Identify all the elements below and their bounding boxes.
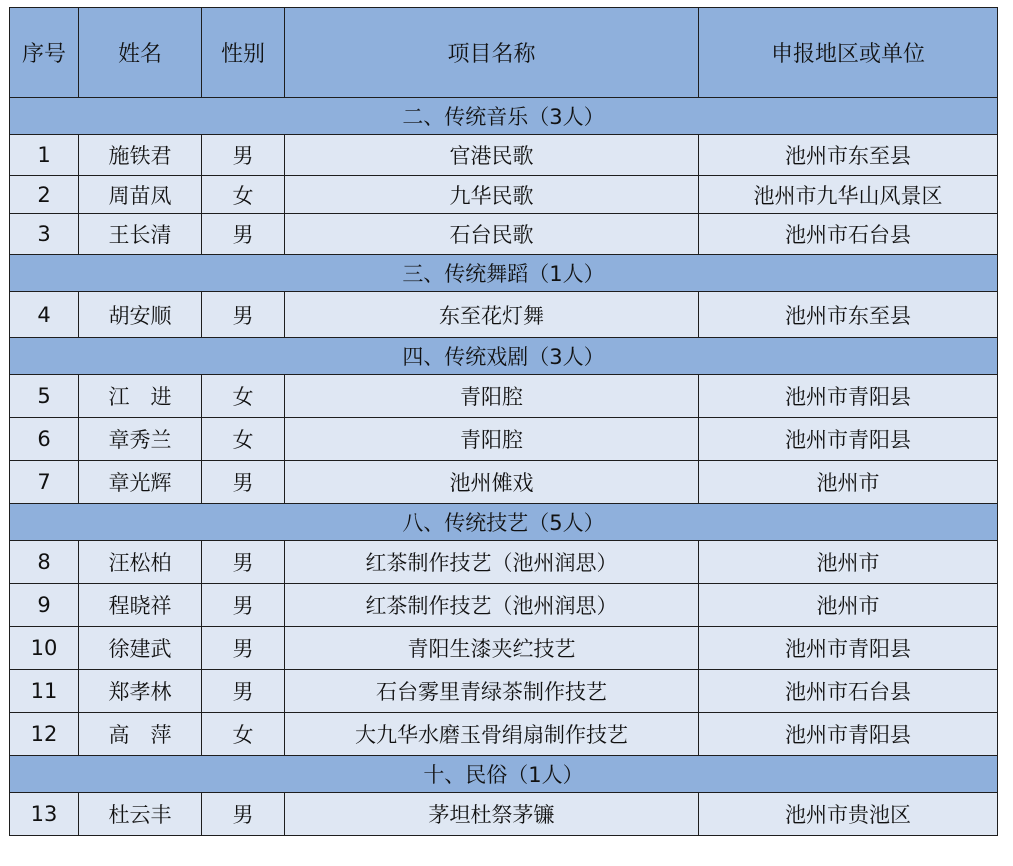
cell-gender: 女 <box>202 375 285 418</box>
cell-gender: 男 <box>202 584 285 627</box>
table-row <box>10 461 998 504</box>
cell-project: 青阳腔 <box>285 418 699 461</box>
cell-project: 大九华水磨玉骨绢扇制作技艺 <box>285 713 699 756</box>
cell-name: 王长清 <box>79 214 202 255</box>
cell-region: 池州市青阳县 <box>699 418 998 461</box>
table-row <box>10 793 998 836</box>
table-row <box>10 214 998 255</box>
cell-project: 青阳腔 <box>285 375 699 418</box>
category-title: 四、传统戏剧（3人） <box>10 338 998 375</box>
category-title: 八、传统技艺（5人） <box>10 504 998 541</box>
cell-gender: 男 <box>202 292 285 338</box>
header-name: 姓名 <box>79 8 202 98</box>
cell-project: 东至花灯舞 <box>285 292 699 338</box>
cell-index: 8 <box>10 541 79 584</box>
cell-name: 汪松柏 <box>79 541 202 584</box>
table-row <box>10 627 998 670</box>
cell-name: 郑孝林 <box>79 670 202 713</box>
header-region: 申报地区或单位 <box>699 8 998 98</box>
table-row <box>10 541 998 584</box>
cell-gender: 男 <box>202 627 285 670</box>
cell-name: 江 进 <box>79 375 202 418</box>
header-row <box>10 8 998 98</box>
cell-project: 红茶制作技艺（池州润思） <box>285 584 699 627</box>
cell-index: 7 <box>10 461 79 504</box>
cell-region: 池州市青阳县 <box>699 375 998 418</box>
table-row <box>10 584 998 627</box>
cell-index: 9 <box>10 584 79 627</box>
cell-project: 青阳生漆夹纻技艺 <box>285 627 699 670</box>
category-row <box>10 756 998 793</box>
cell-region: 池州市石台县 <box>699 214 998 255</box>
cell-index: 11 <box>10 670 79 713</box>
cell-name: 徐建武 <box>79 627 202 670</box>
cell-index: 5 <box>10 375 79 418</box>
cell-project: 石台民歌 <box>285 214 699 255</box>
cell-region: 池州市青阳县 <box>699 627 998 670</box>
cell-project: 九华民歌 <box>285 176 699 214</box>
cell-region: 池州市东至县 <box>699 135 998 176</box>
category-row <box>10 98 998 135</box>
cell-name: 章秀兰 <box>79 418 202 461</box>
cell-name: 周苗凤 <box>79 176 202 214</box>
cell-region: 池州市 <box>699 584 998 627</box>
cell-gender: 男 <box>202 461 285 504</box>
cell-region: 池州市东至县 <box>699 292 998 338</box>
cell-index: 2 <box>10 176 79 214</box>
cell-index: 1 <box>10 135 79 176</box>
table-row <box>10 292 998 338</box>
table-row <box>10 135 998 176</box>
cell-name: 杜云丰 <box>79 793 202 836</box>
cell-gender: 女 <box>202 418 285 461</box>
cell-name: 施铁君 <box>79 135 202 176</box>
cell-region: 池州市 <box>699 461 998 504</box>
category-row <box>10 255 998 292</box>
cell-project: 官港民歌 <box>285 135 699 176</box>
cell-project: 茅坦杜祭茅镰 <box>285 793 699 836</box>
cell-index: 12 <box>10 713 79 756</box>
category-row <box>10 338 998 375</box>
cell-index: 10 <box>10 627 79 670</box>
cell-gender: 男 <box>202 793 285 836</box>
cell-gender: 男 <box>202 541 285 584</box>
cell-gender: 女 <box>202 176 285 214</box>
cell-region: 池州市九华山风景区 <box>699 176 998 214</box>
cell-gender: 男 <box>202 214 285 255</box>
category-title: 二、传统音乐（3人） <box>10 98 998 135</box>
cell-name: 高 萍 <box>79 713 202 756</box>
table-row <box>10 176 998 214</box>
table-row <box>10 670 998 713</box>
cell-name: 胡安顺 <box>79 292 202 338</box>
cell-name: 程晓祥 <box>79 584 202 627</box>
cell-region: 池州市 <box>699 541 998 584</box>
table-row <box>10 418 998 461</box>
header-project: 项目名称 <box>285 8 699 98</box>
cell-index: 4 <box>10 292 79 338</box>
category-title: 十、民俗（1人） <box>10 756 998 793</box>
cell-name: 章光辉 <box>79 461 202 504</box>
cell-index: 6 <box>10 418 79 461</box>
header-index: 序号 <box>10 8 79 98</box>
cell-region: 池州市青阳县 <box>699 713 998 756</box>
category-row <box>10 504 998 541</box>
cell-gender: 男 <box>202 135 285 176</box>
table-row <box>10 375 998 418</box>
cell-index: 13 <box>10 793 79 836</box>
cell-region: 池州市石台县 <box>699 670 998 713</box>
cell-gender: 女 <box>202 713 285 756</box>
cell-project: 红茶制作技艺（池州润思） <box>285 541 699 584</box>
cell-index: 3 <box>10 214 79 255</box>
table-row <box>10 713 998 756</box>
cell-project: 池州傩戏 <box>285 461 699 504</box>
header-gender: 性别 <box>202 8 285 98</box>
category-title: 三、传统舞蹈（1人） <box>10 255 998 292</box>
cell-region: 池州市贵池区 <box>699 793 998 836</box>
inheritor-table <box>9 7 998 836</box>
cell-gender: 男 <box>202 670 285 713</box>
cell-project: 石台雾里青绿茶制作技艺 <box>285 670 699 713</box>
